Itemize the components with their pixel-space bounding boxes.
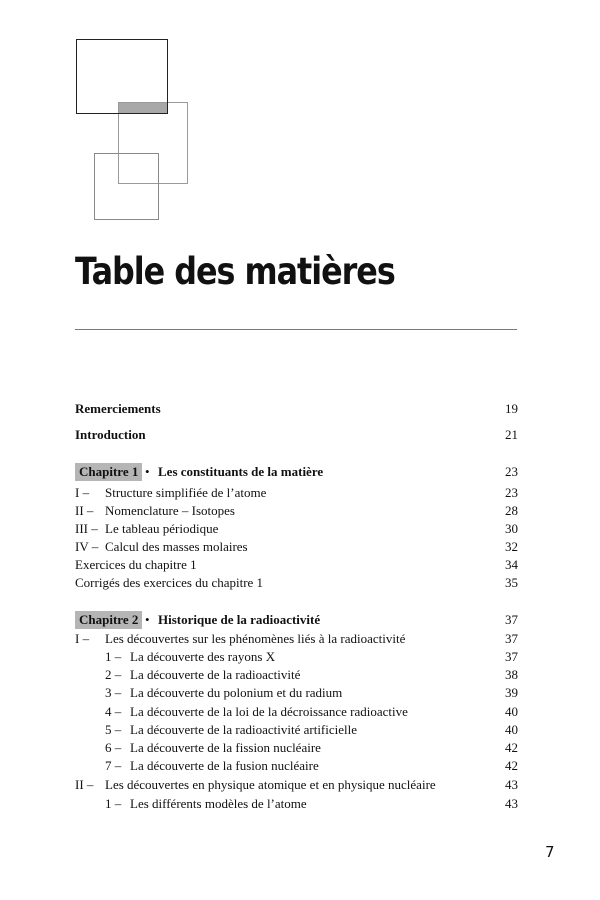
toc-entry-page: 38 xyxy=(505,667,518,682)
chapter-title: Les constituants de la matière xyxy=(158,464,324,479)
toc-entry[interactable] xyxy=(75,630,518,648)
toc-entry-label: Calcul des masses molaires xyxy=(105,539,248,554)
toc-entry[interactable] xyxy=(75,776,518,794)
toc-entry-label: La découverte de la loi de la décroissance radioactive xyxy=(130,704,408,719)
toc-entry-label: La découverte des rayons X xyxy=(130,649,276,664)
toc-entry-label: Introduction xyxy=(75,427,146,442)
toc-entry[interactable] xyxy=(75,502,518,520)
toc-entry-introduction[interactable] xyxy=(75,426,518,444)
page-number: 7 xyxy=(545,843,555,861)
toc-entry-prefix: 7 – xyxy=(105,758,122,773)
chapter-title: Historique de la radioactivité xyxy=(158,612,321,627)
toc-subentry[interactable] xyxy=(75,684,518,702)
toc-entry-remerciements[interactable] xyxy=(75,400,518,418)
toc-entry-label: Les découvertes en physique atomique et en physique nucléaire xyxy=(105,777,436,792)
toc-entry-page: 43 xyxy=(505,796,518,811)
toc-entry-label: Structure simplifiée de l’atome xyxy=(105,485,267,500)
toc-entry[interactable] xyxy=(75,538,518,556)
toc-entry-prefix: IV – xyxy=(75,539,99,554)
chapter-tag: Chapitre 2 xyxy=(75,611,142,629)
title-divider xyxy=(75,329,517,330)
toc-entry-page: 37 xyxy=(505,631,518,646)
toc-entry-exercices[interactable] xyxy=(75,556,518,574)
toc-entry-label: La découverte de la radioactivité artificielle xyxy=(130,722,358,737)
toc-entry-page: 35 xyxy=(505,575,518,590)
toc-subentry[interactable] xyxy=(75,757,518,775)
decorative-square-top xyxy=(76,39,168,114)
toc-entry[interactable] xyxy=(75,484,518,502)
toc-entry-label: Les découvertes sur les phénomènes liés à la radioactivité xyxy=(105,631,406,646)
toc-entry-prefix: 5 – xyxy=(105,722,122,737)
toc-entry-page: 23 xyxy=(505,485,518,500)
chapter-page: 23 xyxy=(505,464,518,479)
toc-entry-prefix: II – xyxy=(75,503,94,518)
toc-entry-label: Nomenclature – Isotopes xyxy=(105,503,235,518)
toc-entry-page: 34 xyxy=(505,557,518,572)
toc-entry-prefix: 4 – xyxy=(105,704,122,719)
toc-entry-label: La découverte de la fission nucléaire xyxy=(130,740,321,755)
chapter-2-heading[interactable] xyxy=(75,611,518,629)
toc-entry-label: La découverte de la radioactivité xyxy=(130,667,301,682)
toc-entry-prefix: II – xyxy=(75,777,94,792)
toc-entry-prefix: 1 – xyxy=(105,796,122,811)
toc-entry-page: 42 xyxy=(505,740,518,755)
page-title: Table des matières xyxy=(75,250,395,293)
toc-subentry[interactable] xyxy=(75,666,518,684)
toc-subentry[interactable] xyxy=(75,795,518,813)
toc-entry-page: 30 xyxy=(505,521,518,536)
toc-entry-prefix: I – xyxy=(75,485,90,500)
toc-entry-page: 32 xyxy=(505,539,518,554)
toc-entry-label: Les différents modèles de l’atome xyxy=(130,796,307,811)
toc-entry-page: 40 xyxy=(505,722,518,737)
toc-entry-label: La découverte du polonium et du radium xyxy=(130,685,343,700)
toc-entry-label: Remerciements xyxy=(75,401,161,416)
toc-entry-prefix: I – xyxy=(75,631,90,646)
toc-subentry[interactable] xyxy=(75,721,518,739)
toc-entry-prefix: III – xyxy=(75,521,98,536)
toc-entry-label: Corrigés des exercices du chapitre 1 xyxy=(75,575,264,590)
toc-entry-page: 42 xyxy=(505,758,518,773)
bullet-icon: • xyxy=(145,464,150,479)
decorative-square-bottom xyxy=(94,153,159,220)
toc-entry-page: 28 xyxy=(505,503,518,518)
chapter-1-heading[interactable] xyxy=(75,463,518,481)
toc-subentry[interactable] xyxy=(75,739,518,757)
toc-entry-prefix: 2 – xyxy=(105,667,122,682)
toc-entry-prefix: 3 – xyxy=(105,685,122,700)
toc-entry-page: 40 xyxy=(505,704,518,719)
toc-entry-page: 19 xyxy=(505,401,518,416)
toc-entry-corriges[interactable] xyxy=(75,574,518,592)
chapter-tag: Chapitre 1 xyxy=(75,463,142,481)
toc-entry-page: 21 xyxy=(505,427,518,442)
toc-entry-label: Le tableau périodique xyxy=(105,521,219,536)
toc-entry-page: 37 xyxy=(505,649,518,664)
chapter-page: 37 xyxy=(505,612,518,627)
toc-entry[interactable] xyxy=(75,520,518,538)
toc-subentry[interactable] xyxy=(75,648,518,666)
toc-entry-page: 39 xyxy=(505,685,518,700)
toc-entry-prefix: 6 – xyxy=(105,740,122,755)
toc-subentry[interactable] xyxy=(75,703,518,721)
toc-entry-label: Exercices du chapitre 1 xyxy=(75,557,197,572)
toc-entry-page: 43 xyxy=(505,777,518,792)
toc-entry-label: La découverte de la fusion nucléaire xyxy=(130,758,319,773)
toc-entry-prefix: 1 – xyxy=(105,649,122,664)
bullet-icon: • xyxy=(145,612,150,627)
